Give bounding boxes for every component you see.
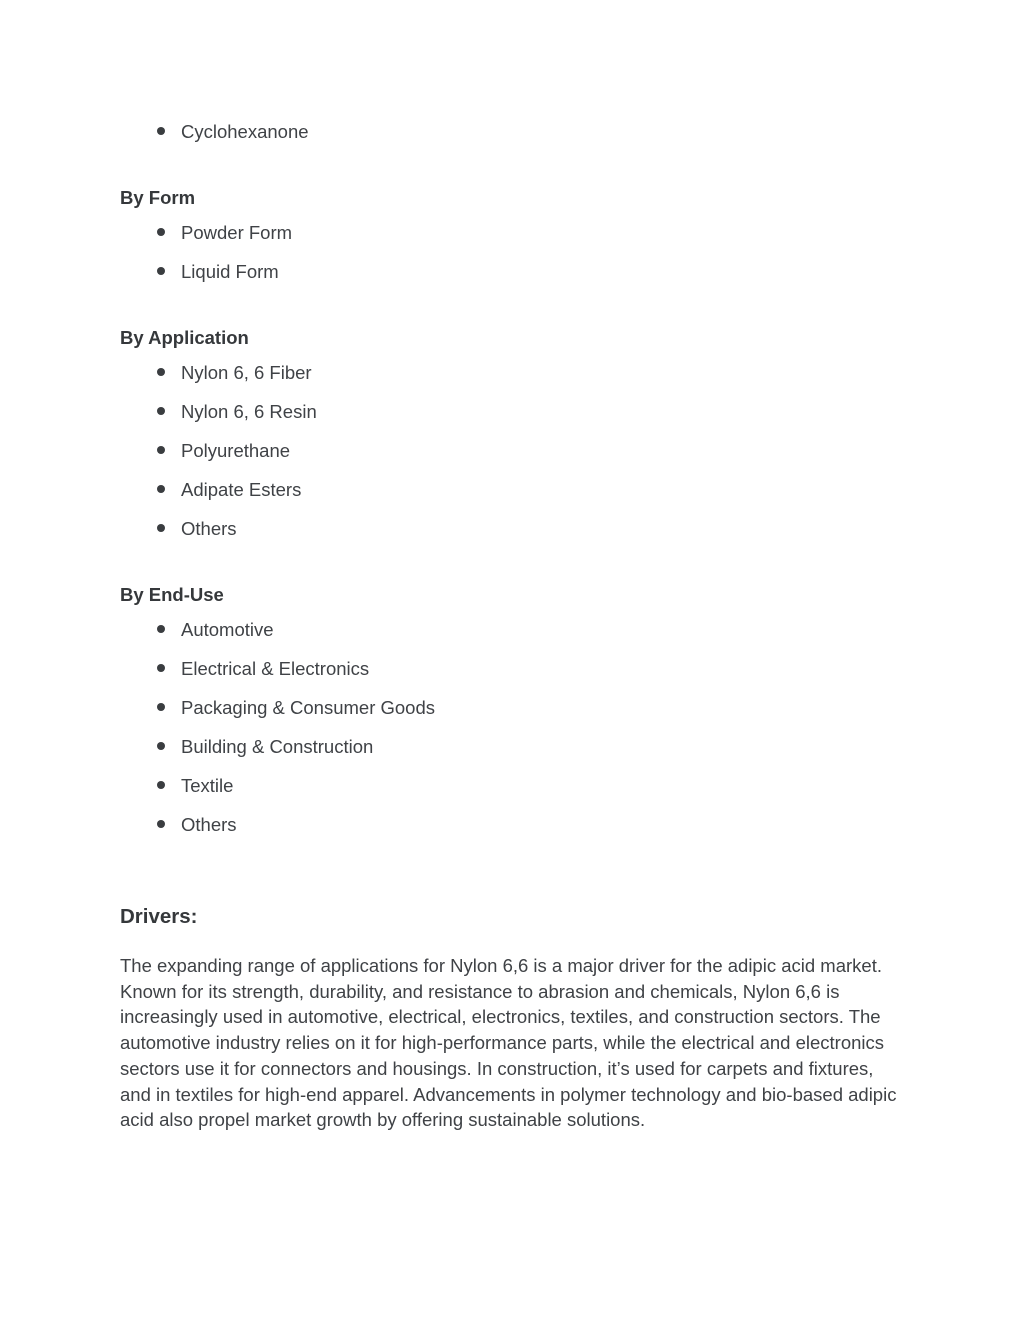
list-item-label: Electrical & Electronics	[181, 658, 370, 679]
list-item	[181, 736, 904, 757]
list-item-label: Polyurethane	[181, 440, 291, 461]
bullet-icon	[157, 524, 165, 532]
bullet-icon	[157, 446, 165, 454]
list-item	[181, 479, 904, 500]
bullet-icon	[157, 742, 165, 750]
bullet-icon	[157, 625, 165, 633]
bullet-icon	[157, 228, 165, 236]
list-item	[181, 261, 904, 282]
list-item	[181, 814, 904, 835]
bullet-icon	[157, 781, 165, 789]
section-heading-drivers: Drivers:	[120, 905, 198, 928]
section-heading-by-form: By Form	[120, 187, 196, 208]
section-heading-by-end-use: By End-Use	[120, 584, 224, 605]
list-item	[181, 658, 904, 679]
bullet-icon	[157, 820, 165, 828]
list-item	[181, 440, 904, 461]
bullet-icon	[157, 267, 165, 275]
list-item-label: Liquid Form	[181, 261, 279, 282]
list-item-label: Cyclohexanone	[181, 121, 309, 142]
list-item	[181, 619, 904, 640]
list-item-label: Automotive	[181, 619, 274, 640]
list-item	[181, 697, 904, 718]
list-item-label: Others	[181, 518, 237, 539]
list-item-label: Building & Construction	[181, 736, 374, 757]
list-item-label: Others	[181, 814, 237, 835]
bullet-icon	[157, 664, 165, 672]
bullet-icon	[157, 407, 165, 415]
bullet-icon	[157, 703, 165, 711]
bullet-icon	[157, 368, 165, 376]
bullet-icon	[157, 127, 165, 135]
by-end-use-bullet-list	[120, 619, 904, 835]
list-item-label: Packaging & Consumer Goods	[181, 697, 435, 718]
by-form-bullet-list	[120, 222, 904, 282]
by-application-bullet-list	[120, 362, 904, 539]
list-item-label: Textile	[181, 775, 234, 796]
list-item	[181, 518, 904, 539]
list-item-label: Adipate Esters	[181, 479, 302, 500]
list-item	[181, 362, 904, 383]
drivers-paragraph: The expanding range of applications for Nylon 6,6 is a major driver for the adipic acid market. Known for its strength, durability, and resistance to abrasion and chemicals, Nylon 6,6 is increasingly used in automotive, electrical, electronics, textiles, and construction sectors. The automotive industry relies on it for high-performance parts, while the electrical and electronics sectors use it for connectors and housings. In construction, it’s used for carpets and fixtures, and in textiles for high-end apparel. Advancements in polymer technology and bio-based adipic acid also propel market growth by offering sustainable solutions.	[120, 955, 897, 1131]
list-item	[181, 775, 904, 796]
bullet-icon	[157, 485, 165, 493]
list-item-label: Nylon 6, 6 Fiber	[181, 362, 312, 383]
section-heading-by-application: By Application	[120, 327, 249, 348]
list-item	[181, 401, 904, 422]
list-item	[181, 222, 904, 243]
list-item-label: Nylon 6, 6 Resin	[181, 401, 317, 422]
intro-bullet-list	[120, 121, 904, 142]
list-item-label: Powder Form	[181, 222, 293, 243]
list-item	[181, 121, 904, 142]
